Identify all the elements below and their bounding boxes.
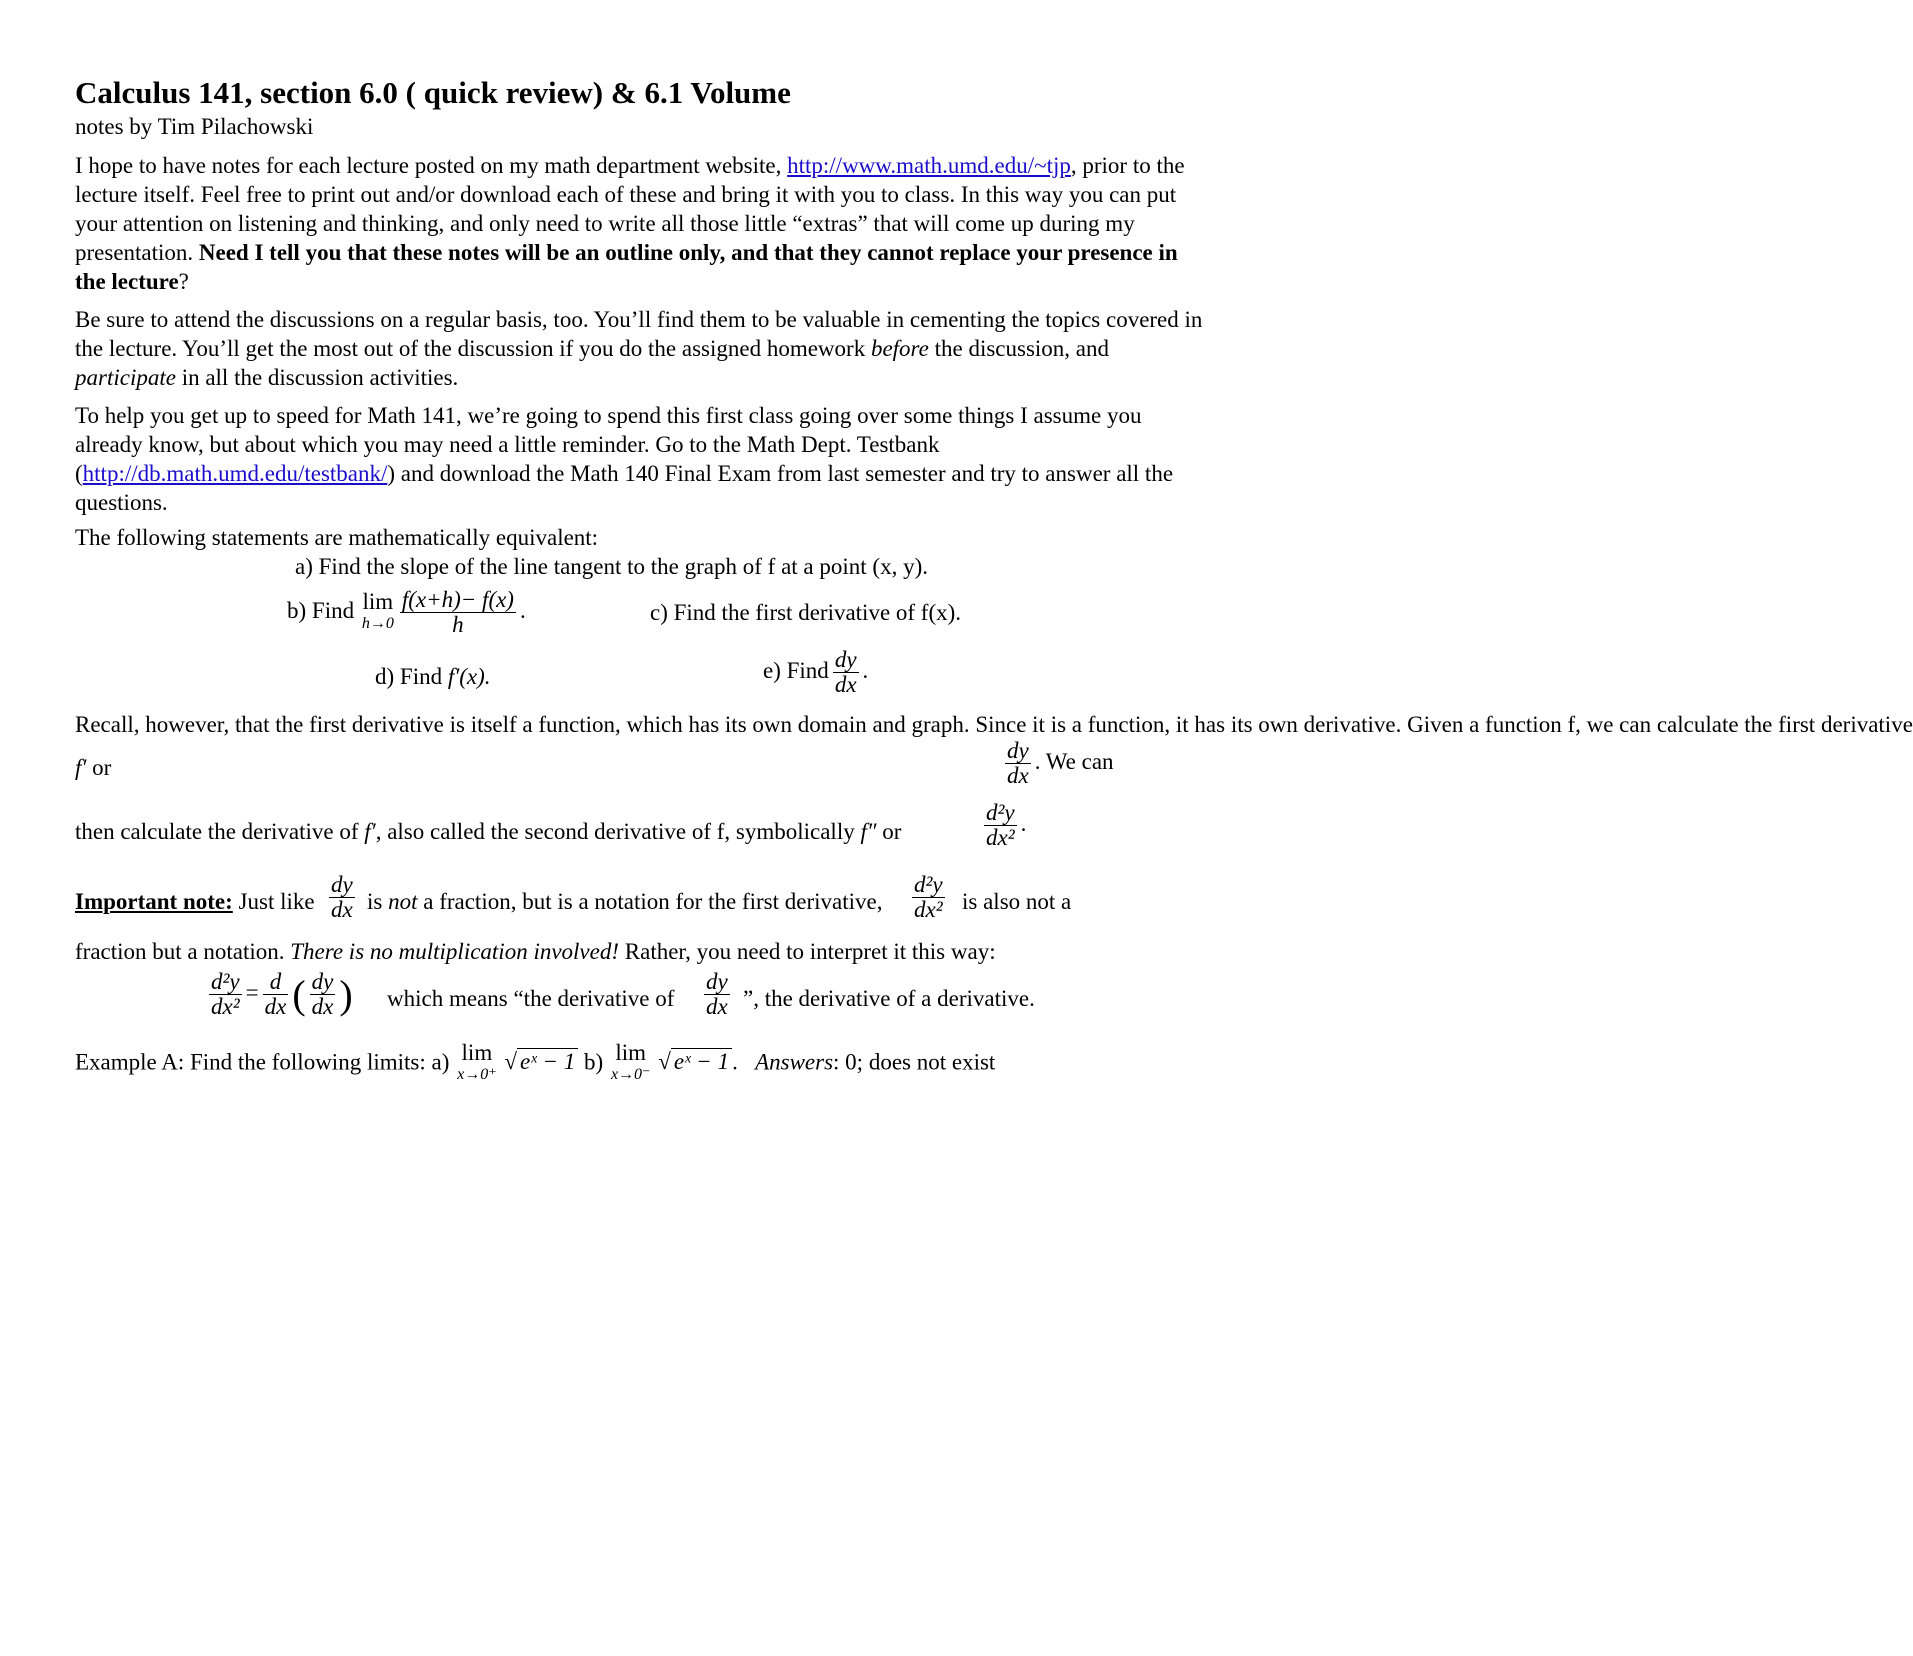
- or-word-2: or: [882, 819, 902, 844]
- dy-dx-fraction-3: [329, 873, 355, 922]
- para1-text-3: ?: [178, 269, 189, 294]
- note-text-middle: [367, 887, 882, 916]
- note-dydx: [325, 873, 359, 922]
- document-page: [75, 74, 1913, 1094]
- d-num: d: [263, 970, 289, 995]
- recall-line-1: [75, 710, 1913, 739]
- author-byline: notes by Tim Pilachowski: [75, 114, 314, 139]
- recall-text-fprime: [75, 753, 111, 782]
- dx-den-3: dx: [331, 897, 353, 922]
- dy-num-2: dy: [1007, 738, 1029, 763]
- dx-den-op: dx: [264, 994, 287, 1019]
- equiv-row-a: [75, 552, 1205, 586]
- note-text-2: is: [367, 889, 383, 914]
- example-a: [75, 1034, 1205, 1094]
- note-text-6: Rather, you need to interpret it this way:: [624, 939, 996, 964]
- lim-sub-b: x→0⁻: [610, 1066, 651, 1083]
- lim-sub-a: x→0⁺: [457, 1066, 497, 1083]
- recall-text-1: Recall, however, that the first derivative is itself a function, which has its own domain and graph. Since it is a function, it has its own derivative. Given a function f, we can calculate the first derivative: [75, 712, 1913, 737]
- equation-meaning: [387, 984, 674, 1013]
- dq-denominator: h: [452, 612, 464, 637]
- dy-num-4: dy: [311, 969, 334, 994]
- recall-text-3: then calculate the derivative of: [75, 819, 359, 844]
- equation-meaning-frac: [700, 970, 734, 1019]
- d-dx-operator: [263, 970, 289, 1019]
- dy-dx-fraction-4: [310, 970, 336, 1019]
- equiv-item-c: c) Find the first derivative of f(x).: [650, 600, 962, 625]
- d2y-dx2-fraction: [984, 801, 1017, 850]
- or-word: or: [92, 755, 112, 780]
- equiv-item-e: e) Find $\frac{dy}{dx}$ .: [763, 647, 869, 697]
- para2-italic-1: before: [870, 336, 929, 361]
- dy-num-5: dy: [706, 969, 728, 994]
- radicand-a: eˣ − 1: [517, 1048, 578, 1074]
- note-text-5: fraction but a notation.: [75, 939, 285, 964]
- f-prime: f′: [75, 755, 87, 780]
- lim-word-b: lim: [615, 1040, 647, 1065]
- dx-den-4: dx: [311, 994, 334, 1019]
- equiv-item-a: a) Find the slope of the line tangent to the graph of f at a point (x, y).: [295, 554, 928, 579]
- dy-dx-fraction: [833, 648, 859, 697]
- note-italic-2: There is no multiplication involved!: [290, 939, 620, 964]
- testbank-paragraph: [75, 401, 1205, 517]
- para3-text-2: ) and download the Math 140 Final Exam from last semester and try to answer all the questions.: [75, 461, 1174, 515]
- f-double-prime: f″: [860, 819, 877, 844]
- equivalent-intro: The following statements are mathematically equivalent:: [75, 525, 599, 550]
- note-d2y: [908, 873, 949, 922]
- d2y-num: d²y: [986, 800, 1015, 825]
- para1-text-2: , prior to the lecture itself. Feel free to print out and/or download each of these and bring it with you to class. In this way you can put your attention on listening and thinking, and only need to write all those little “extras” that will come up during my presentation.: [75, 153, 1185, 265]
- intro-paragraph: [75, 151, 1205, 296]
- answers-label: Answers: [755, 1049, 834, 1075]
- limit-a: [457, 1042, 497, 1086]
- d2y-dx2-fraction-2: [912, 873, 945, 922]
- dx2-den-3: dx²: [211, 994, 240, 1019]
- equiv-d-label: d) Find: [375, 664, 443, 689]
- note-text-7: which means “the derivative of: [387, 986, 675, 1011]
- equation-lhs: $\frac{\text{d²y}}{\text{dx²}}$ = $\frac{d}{dx}$ ( $\frac{dy}{dx}$ ): [211, 969, 353, 1019]
- para3-text-1: To help you get up to speed for Math 141, we’re going to spend this first class going over some things I assume you already know, but about which you may need a little reminder. Go to the Math Dept. Testbank (: [75, 403, 1142, 486]
- equiv-row-bc: [75, 586, 1205, 648]
- page-title: Calculus 141, section 6.0 ( quick review) & 6.1 Volume: [75, 75, 791, 110]
- dx-den-5: dx: [706, 994, 728, 1019]
- para1-bold-text: Need I tell you that these notes will be an outline only, and that they cannot replace your presence in the lecture: [75, 240, 1178, 294]
- equiv-e-label: e) Find: [763, 657, 829, 683]
- note-text-1: Just like: [238, 889, 315, 914]
- limit-b: [611, 1042, 651, 1086]
- recall-line-2: [75, 739, 1205, 797]
- para1-text-1: I hope to have notes for each lecture posted on my math department website,: [75, 153, 788, 178]
- f-prime-2: f′: [364, 819, 376, 844]
- recall-text-4: , also called the second derivative of f, symbolically: [375, 819, 855, 844]
- recall-line-3-text: [75, 817, 901, 846]
- note-text-left: [75, 887, 315, 916]
- note-text-8: ”, the derivative of a derivative.: [743, 986, 1035, 1011]
- dy-dx-fraction-5: [704, 970, 730, 1019]
- testbank-link[interactable]: http://db.math.umd.edu/testbank/: [82, 461, 388, 486]
- dx-den-2: dx: [1007, 763, 1029, 788]
- lim-sub-h: h→0: [361, 614, 394, 632]
- important-note-label: Important note:: [75, 889, 233, 914]
- second-derivative-notation: $\frac{\text{d²y}}{\text{dx²}}$ .: [986, 800, 1027, 850]
- answers-text: : 0; does not exist: [833, 1049, 996, 1075]
- d2y-num-3: d²y: [211, 969, 240, 994]
- d2y-num-2: d²y: [914, 872, 943, 897]
- recall-dydx: [1001, 739, 1114, 788]
- example-text-1: Example A: Find the following limits: a): [75, 1049, 450, 1075]
- sqrt-expression-b: √ eˣ − 1: [658, 1047, 732, 1076]
- dq-numerator: f(x+h)− f(x): [401, 587, 514, 612]
- equiv-item-b: b) Find lim h→0 $\frac{f(x+h)- f(x)}{h}$ .: [287, 587, 526, 637]
- example-text-2: b): [584, 1049, 604, 1075]
- limit-h: [361, 588, 394, 635]
- para2-text-2: the discussion, and: [928, 336, 1110, 361]
- note-italic-not: not: [388, 889, 418, 914]
- dy-num-3: dy: [331, 872, 353, 897]
- discussion-paragraph: [75, 305, 1205, 392]
- sqrt-expression-a: √ eˣ − 1: [504, 1047, 578, 1076]
- important-note-line-1: [75, 873, 1205, 931]
- equiv-item-d: [375, 662, 491, 691]
- dy-dx-fraction-2: [1005, 739, 1031, 788]
- second-derivative-equation: [75, 966, 1205, 1032]
- para2-text-1: Be sure to attend the discussions on a regular basis, too. You’ll find them to be valuable in cementing the topics covered in the lecture. You’ll get the most out of the discussion if you do the assigned homework: [75, 307, 1203, 361]
- equiv-b-label: b) Find: [287, 597, 355, 623]
- dx2-den-2: dx²: [914, 897, 943, 922]
- dx-den: dx: [834, 672, 857, 697]
- d2y-dx2-fraction-3: [209, 970, 242, 1019]
- difference-quotient: [400, 588, 516, 637]
- para2-text-3: in all the discussion activities.: [175, 365, 459, 390]
- lim-word-a: lim: [461, 1040, 493, 1065]
- recall-line-3: [75, 797, 1205, 863]
- equiv-row-de: [75, 648, 1205, 710]
- radicand-b: eˣ − 1: [671, 1048, 732, 1074]
- recall-text-2: . We can: [1034, 748, 1114, 774]
- note-text-3: a fraction, but is a notation for the first derivative,: [423, 889, 883, 914]
- para2-italic-2: participate: [75, 365, 176, 390]
- dy-num: dy: [834, 647, 857, 672]
- f-prime-of-x: f′(x).: [447, 664, 491, 689]
- example-a-text: Example A: Find the following limits: a) lim x→0⁺ √ eˣ − 1 b) lim x→0⁻ √ eˣ − 1 . Answers: 0; does not exist: [75, 1042, 995, 1086]
- note-text-4: is also not a: [962, 889, 1072, 914]
- math-dept-website-link[interactable]: http://www.math.umd.edu/~tjp: [787, 153, 1071, 178]
- important-note-line-2: [75, 937, 1205, 966]
- lim-word: lim: [362, 588, 394, 614]
- dx2-den: dx²: [986, 825, 1015, 850]
